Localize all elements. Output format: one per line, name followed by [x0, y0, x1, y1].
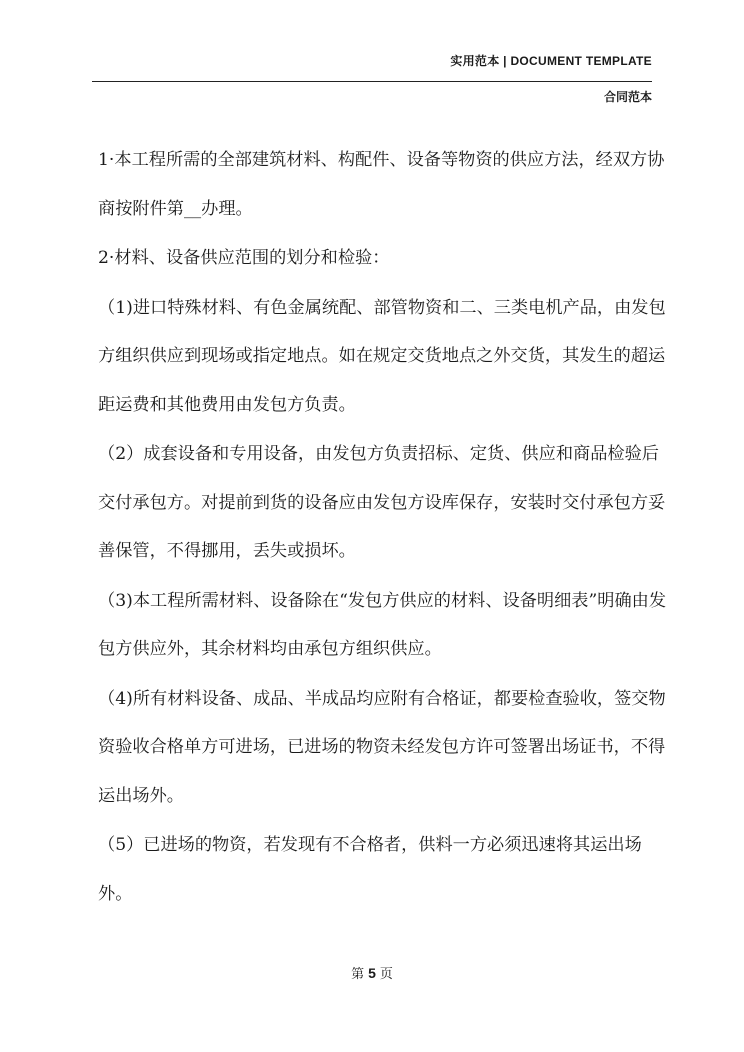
- paragraph-2: 2·材料、设备供应范围的划分和检验：: [98, 248, 390, 268]
- paragraph-5: （3)本工程所需材料、设备除在“发包方供应的材料、设备明细表”明确由发包方供应外，其余材料均由承包方组织供应。: [98, 590, 667, 659]
- page-number: 5: [368, 965, 376, 981]
- header-divider: [92, 81, 652, 82]
- page-footer: [0, 963, 744, 982]
- paragraph-4: （2）成套设备和专用设备，由发包方负责招标、定货、供应和商品检验后交付承包方。对提前到货的设备应由发包方设库保存，安装时交付承包方妥善保管，不得挪用，丢失或损坏。: [98, 444, 666, 561]
- paragraph-1: 1·本工程所需的全部建筑材料、构配件、设备等物资的供应方法，经双方协商按附件第__办理。: [98, 150, 665, 219]
- document-body: [98, 136, 668, 919]
- header-title: 实用范本 | DOCUMENT TEMPLATE: [450, 54, 652, 68]
- header-subtitle: 合同范本: [603, 90, 652, 104]
- paragraph-3: （1)进口特殊材料、有色金属统配、部管物资和二、三类电机产品，由发包方组织供应到现场或指定地点。如在规定交货地点之外交货，其发生的超运距运费和其他费用由发包方负责。: [98, 297, 666, 415]
- paragraph-7: （5）已进场的物资，若发现有不合格者，供料一方必须迅速将其运出场外。: [98, 835, 642, 904]
- page-prefix: 第: [351, 967, 365, 982]
- page-suffix: 页: [379, 967, 393, 982]
- paragraph-6: （4)所有材料设备、成品、半成品均应附有合格证，都要检查验收，签交物资验收合格单方可进场，已进场的物资未经发包方许可签署出场证书，不得运出场外。: [98, 688, 666, 806]
